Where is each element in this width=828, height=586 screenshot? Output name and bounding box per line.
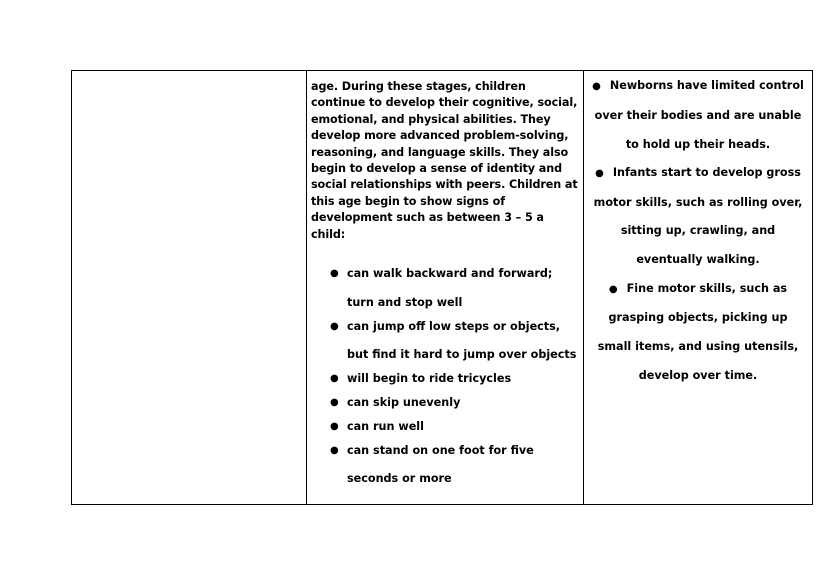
list-item: ● Fine motor skills, such as grasping objects, picking up small items, and using utensils, develop over time. [597, 281, 799, 382]
bullet-icon: ● [330, 268, 339, 280]
list-item: ● can walk backward and forward; turn and stop well [311, 260, 579, 318]
milestone-list [311, 260, 579, 494]
middle-cell [307, 71, 584, 504]
list-item: ● can skip unevenly [311, 389, 579, 418]
development-paragraph: age. During these stages, children continue to develop their cognitive, social, emotional, and physical abilities. They develop more advanced problem-solving, reasoning, and language skills. They also begin to develop a sense of identity and social relationships with peers. Children at this age begin to show signs of development such as between 3 – 5 a child: [311, 80, 578, 241]
bullet-icon: ● [330, 444, 339, 456]
list-item: ● Infants start to develop gross motor skills, such as rolling over, sitting up, crawling, and eventually walking. [593, 165, 803, 267]
development-table [71, 70, 813, 505]
list-item: ● can run well [311, 413, 579, 442]
bullet-icon: ● [330, 397, 339, 409]
right-cell [584, 71, 812, 504]
early-development-list [590, 72, 806, 391]
list-item: ● will begin to ride tricycles [311, 365, 579, 394]
list-item: ● Newborns have limited control over their bodies and are unable to hold up their heads. [592, 79, 804, 151]
bullet-icon: ● [595, 167, 604, 179]
bullet-icon: ● [608, 283, 618, 295]
list-item: ● can jump off low steps or objects, but find it hard to jump over objects [311, 313, 579, 371]
bullet-icon: ● [330, 320, 339, 332]
empty-cell [72, 71, 307, 504]
bullet-icon: ● [330, 373, 339, 385]
bullet-icon: ● [330, 420, 339, 432]
list-item: ● can stand on one foot for five seconds or more [311, 437, 579, 495]
bullet-icon: ● [592, 81, 601, 92]
